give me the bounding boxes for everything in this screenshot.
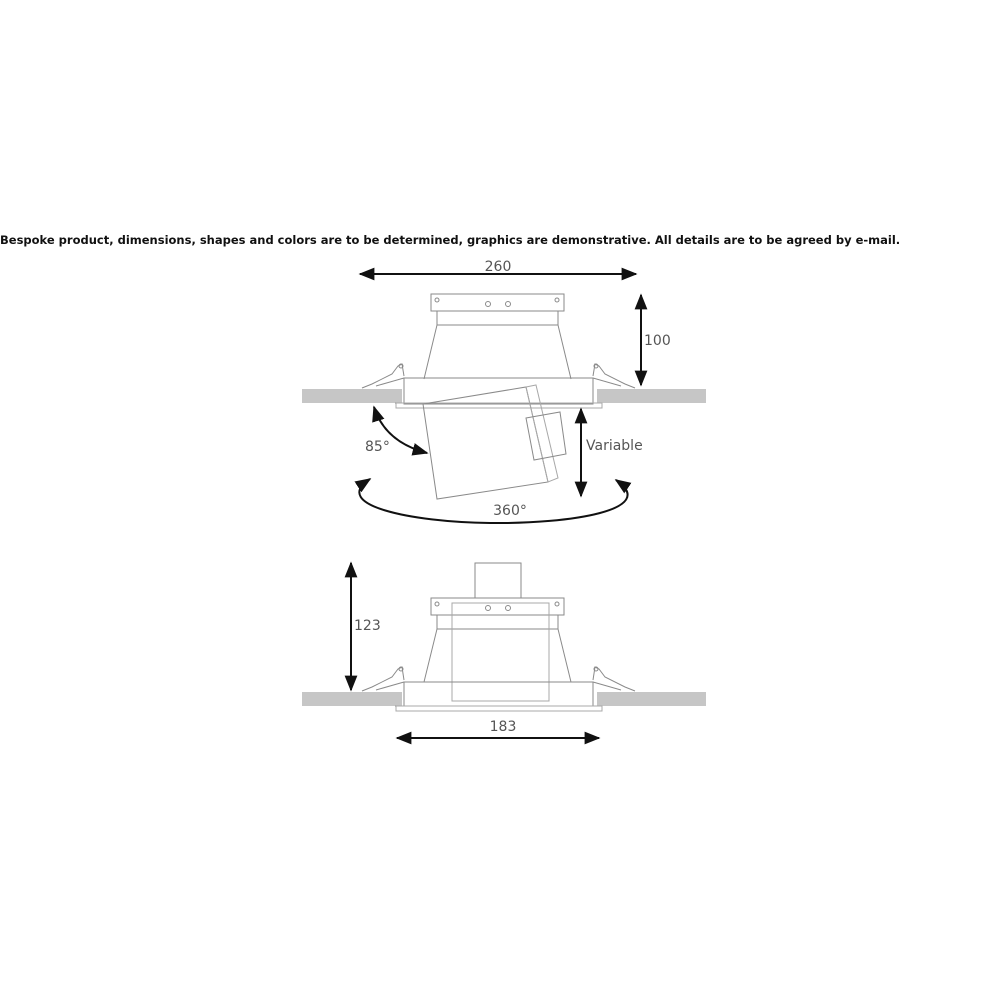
spring-clip-right xyxy=(593,364,635,388)
width-label: 183 xyxy=(489,719,517,735)
inner-lamp-module xyxy=(452,603,549,701)
width-label: 260 xyxy=(484,259,512,275)
mounting-bracket xyxy=(431,294,564,325)
trim-frame xyxy=(395,682,602,711)
ceiling-right xyxy=(597,692,706,706)
driver-box xyxy=(475,563,521,598)
spring-clip-left xyxy=(362,667,404,691)
housing-body xyxy=(424,325,571,379)
ceiling-right xyxy=(597,389,706,403)
disclaimer-text: Bespoke product, dimensions, shapes and colors are to be determined, graphics are demonstrative. All details are to be agreed by e-mail. xyxy=(0,233,901,247)
bottom-view-diagram xyxy=(302,563,706,738)
height-label: 100 xyxy=(644,333,671,349)
spring-clip-right xyxy=(593,667,635,691)
tilted-lamp-module xyxy=(423,385,566,499)
top-view-diagram xyxy=(302,259,706,523)
spring-clip-left xyxy=(362,364,404,388)
rotation-label: 360° xyxy=(493,503,527,519)
ceiling-left xyxy=(302,692,402,706)
variable-depth-label: Variable xyxy=(586,438,643,454)
ceiling-left xyxy=(302,389,402,403)
height-label: 123 xyxy=(354,618,381,634)
tilt-angle-label: 85° xyxy=(365,439,390,455)
